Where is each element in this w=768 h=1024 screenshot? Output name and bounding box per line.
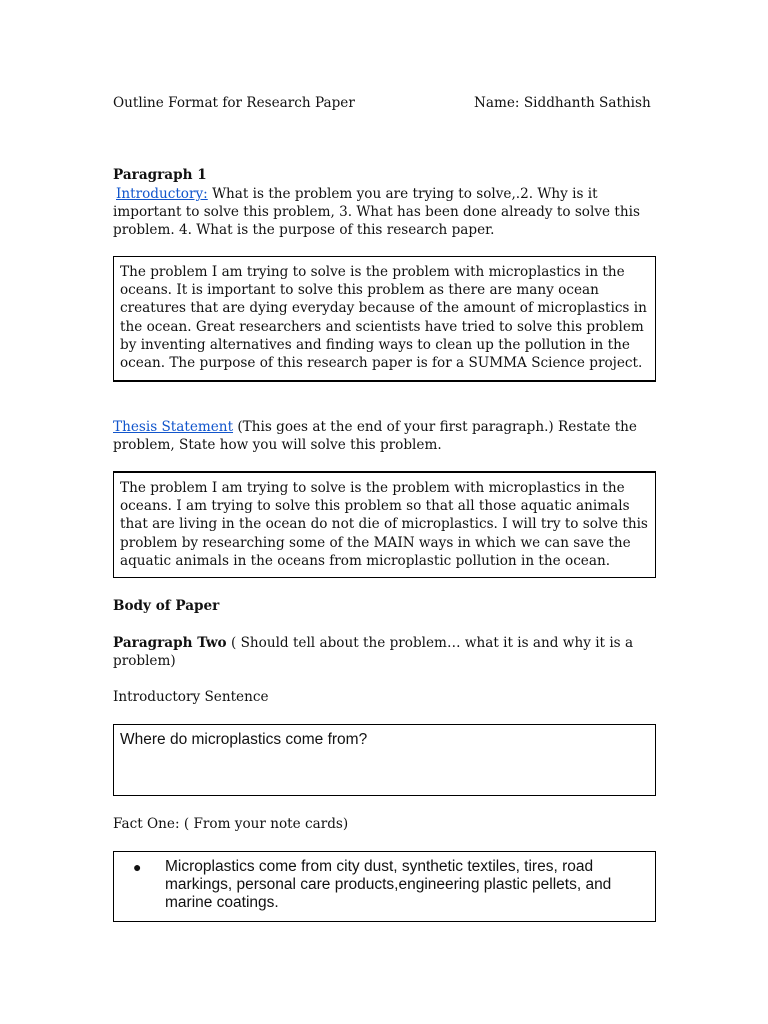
paragraph-1-heading: Paragraph 1 [113,167,207,183]
thesis-answer-box[interactable] [113,471,656,578]
introduction-answer-text: The problem I am trying to solve is the problem with microplastics in the oceans. It is important to solve this problem as there are many ocean creatures that are dying everyday because of the amount of microplastics in the ocean. Great researchers and scientists have tried to solve this problem by inventing alternatives and finding ways to clean up the pollution in the ocean. The purpose of this research paper is for a SUMMA Science project. [120,264,647,372]
introductory-sentence-box[interactable] [113,724,656,796]
document-title: Outline Format for Research Paper [113,95,355,111]
fact-one-label: Fact One: ( From your note cards) [113,816,349,832]
body-of-paper-heading: Body of Paper [113,598,220,614]
fact-one-box[interactable] [113,851,656,922]
thesis-answer-text: The problem I am trying to solve is the problem with microplastics in the oceans. I am trying to solve this problem so that all those aquatic animals that are living in the ocean do not die of microplastics. I will try to solve this problem by researching some of the MAIN ways in which we can save the aquatic animals in the oceans from microplastic pollution in the ocean. [120,480,648,569]
introductory-instructions-text: What is the problem you are trying to solve,.2. Why is it important to solve this problem, 3. What has been done already to solve this problem. 4. What is the purpose of this research paper. [113,186,640,239]
introductory-sentence-label: Introductory Sentence [113,689,269,705]
thesis-instructions [113,418,658,454]
thesis-statement-link[interactable]: Thesis Statement [113,419,234,435]
thesis-instructions-text: (This goes at the end of your first paragraph.) Restate the problem, State how you will solve this problem. [113,419,637,454]
fact-one-text: Microplastics come from city dust, synthetic textiles, tires, road markings, personal care products,engineering plastic pellets, and marine coatings. [165,858,612,911]
paragraph-two-label: Paragraph Two [113,635,227,651]
paragraph-two-instructions-text: ( Should tell about the problem… what it is and why it is a problem) [113,635,634,670]
introduction-answer-box[interactable] [113,256,656,382]
introductory-sentence-text: Where do microplastics come from? [120,731,368,748]
paragraph-1-instructions [113,185,658,240]
bullet-icon: ● [133,859,142,875]
paragraph-two-instructions [113,634,658,670]
student-name: Name: Siddhanth Sathish [474,95,651,111]
fact-one-list-item [120,858,649,912]
introductory-link[interactable]: Introductory: [116,186,208,202]
